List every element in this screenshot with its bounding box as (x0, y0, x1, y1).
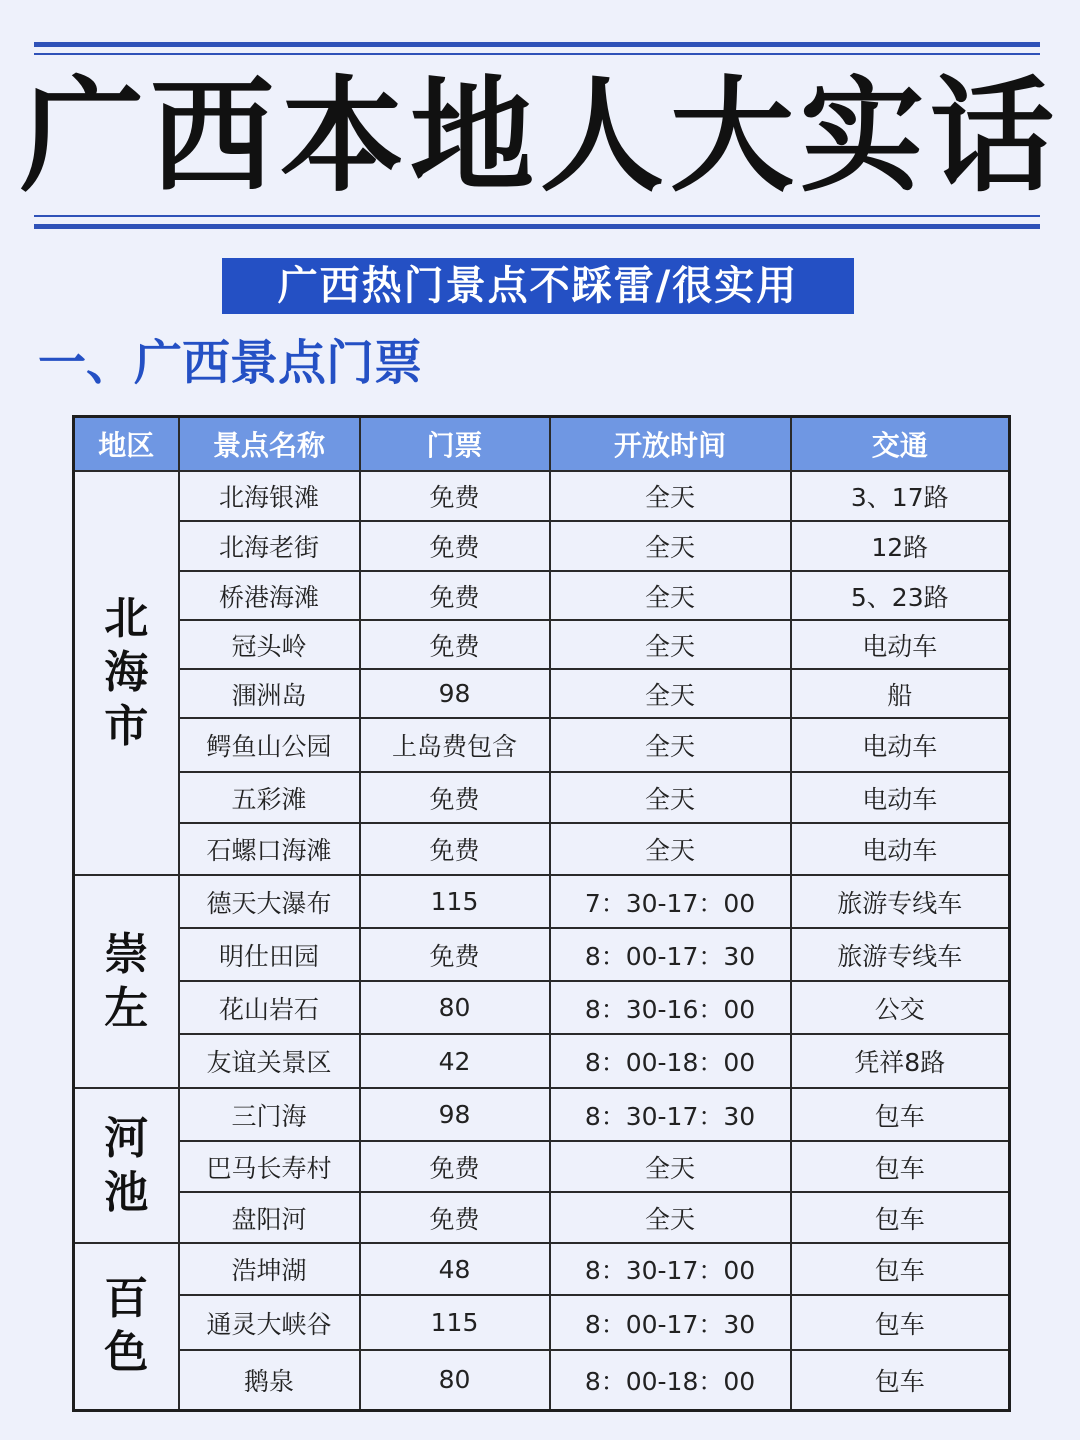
transport-cell: 包车 (791, 1295, 1010, 1350)
attraction-name-cell: 鳄鱼山公园 (179, 718, 360, 772)
attraction-name-cell: 鹅泉 (179, 1350, 360, 1410)
hours-cell: 8：30-16：00 (550, 981, 791, 1034)
attraction-name-cell: 北海老街 (179, 521, 360, 571)
table-row (74, 1141, 1010, 1192)
attraction-name-cell: 涠洲岛 (179, 669, 360, 718)
ticket-cell: 115 (360, 1295, 550, 1350)
ticket-cell: 98 (360, 1088, 550, 1141)
column-header-attraction: 景点名称 (179, 417, 360, 472)
attraction-name-cell: 北海银滩 (179, 471, 360, 521)
transport-cell: 旅游专线车 (791, 928, 1010, 981)
hours-cell: 全天 (550, 620, 791, 669)
attraction-name-cell: 通灵大峡谷 (179, 1295, 360, 1350)
hours-cell: 8：00-17：30 (550, 1295, 791, 1350)
ticket-cell: 115 (360, 875, 550, 928)
attraction-name-cell: 冠头岭 (179, 620, 360, 669)
region-cell (74, 875, 179, 1088)
table-row (74, 1350, 1010, 1410)
column-header-hours: 开放时间 (550, 417, 791, 472)
attraction-name-cell: 桥港海滩 (179, 571, 360, 620)
subtitle-banner: 广西热门景点不踩雷/很实用 (222, 258, 854, 314)
attractions-table (72, 415, 1011, 1412)
ticket-cell: 80 (360, 1350, 550, 1410)
middle-rule-thick (34, 224, 1040, 229)
ticket-cell: 98 (360, 669, 550, 718)
transport-cell: 船 (791, 669, 1010, 718)
region-label: 百 色 (104, 1273, 149, 1379)
region-cell (74, 471, 179, 875)
ticket-cell: 免费 (360, 1141, 550, 1192)
hours-cell: 8：30-17：30 (550, 1088, 791, 1141)
table-row (74, 875, 1010, 928)
transport-cell: 电动车 (791, 718, 1010, 772)
table-row (74, 1243, 1010, 1295)
table-row (74, 571, 1010, 620)
transport-cell: 包车 (791, 1350, 1010, 1410)
ticket-cell: 免费 (360, 928, 550, 981)
region-label: 崇 左 (104, 928, 149, 1034)
hours-cell: 全天 (550, 772, 791, 823)
hours-cell: 全天 (550, 571, 791, 620)
transport-cell: 公交 (791, 981, 1010, 1034)
attraction-name-cell: 德天大瀑布 (179, 875, 360, 928)
column-header-transport: 交通 (791, 417, 1010, 472)
table-row (74, 981, 1010, 1034)
transport-cell: 电动车 (791, 823, 1010, 875)
ticket-cell: 免费 (360, 772, 550, 823)
table-row (74, 471, 1010, 521)
column-header-ticket: 门票 (360, 417, 550, 472)
hours-cell: 全天 (550, 823, 791, 875)
table-header-row (74, 417, 1010, 472)
table-row (74, 521, 1010, 571)
ticket-cell: 上岛费包含 (360, 718, 550, 772)
table-row (74, 772, 1010, 823)
transport-cell: 5、23路 (791, 571, 1010, 620)
column-header-region: 地区 (74, 417, 179, 472)
table-row (74, 718, 1010, 772)
transport-cell: 凭祥8路 (791, 1034, 1010, 1088)
middle-rule-thin (34, 215, 1040, 217)
region-label: 北 海 市 (104, 593, 149, 752)
transport-cell: 12路 (791, 521, 1010, 571)
attraction-name-cell: 明仕田园 (179, 928, 360, 981)
transport-cell: 电动车 (791, 620, 1010, 669)
table-row (74, 620, 1010, 669)
region-label: 河 池 (104, 1112, 149, 1218)
attraction-name-cell: 五彩滩 (179, 772, 360, 823)
attraction-name-cell: 盘阳河 (179, 1192, 360, 1243)
hours-cell: 全天 (550, 718, 791, 772)
attraction-name-cell: 花山岩石 (179, 981, 360, 1034)
attraction-name-cell: 巴马长寿村 (179, 1141, 360, 1192)
region-cell (74, 1243, 179, 1410)
transport-cell: 电动车 (791, 772, 1010, 823)
transport-cell: 旅游专线车 (791, 875, 1010, 928)
hours-cell: 8：00-18：00 (550, 1350, 791, 1410)
table-row (74, 1034, 1010, 1088)
table-row (74, 823, 1010, 875)
hours-cell: 全天 (550, 1141, 791, 1192)
section-heading: 一、广西景点门票 (38, 335, 423, 391)
ticket-cell: 42 (360, 1034, 550, 1088)
attraction-name-cell: 三门海 (179, 1088, 360, 1141)
ticket-cell: 80 (360, 981, 550, 1034)
transport-cell: 3、17路 (791, 471, 1010, 521)
top-rule-thick (34, 42, 1040, 47)
transport-cell: 包车 (791, 1141, 1010, 1192)
table-row (74, 669, 1010, 718)
hours-cell: 全天 (550, 521, 791, 571)
hours-cell: 8：00-18：00 (550, 1034, 791, 1088)
hours-cell: 7：30-17：00 (550, 875, 791, 928)
hours-cell: 8：00-17：30 (550, 928, 791, 981)
table-row (74, 1192, 1010, 1243)
ticket-cell: 免费 (360, 471, 550, 521)
hours-cell: 全天 (550, 1192, 791, 1243)
attraction-name-cell: 浩坤湖 (179, 1243, 360, 1295)
hours-cell: 全天 (550, 669, 791, 718)
transport-cell: 包车 (791, 1088, 1010, 1141)
table-row (74, 928, 1010, 981)
page-title: 广西本地人大实话 (19, 65, 1060, 209)
ticket-cell: 免费 (360, 620, 550, 669)
hours-cell: 8：30-17：00 (550, 1243, 791, 1295)
ticket-cell: 免费 (360, 571, 550, 620)
region-cell (74, 1088, 179, 1243)
ticket-cell: 48 (360, 1243, 550, 1295)
transport-cell: 包车 (791, 1243, 1010, 1295)
attraction-name-cell: 石螺口海滩 (179, 823, 360, 875)
hours-cell: 全天 (550, 471, 791, 521)
table-row (74, 1088, 1010, 1141)
transport-cell: 包车 (791, 1192, 1010, 1243)
table-body (74, 471, 1010, 1410)
ticket-cell: 免费 (360, 823, 550, 875)
ticket-cell: 免费 (360, 1192, 550, 1243)
top-rule-thin (34, 53, 1040, 55)
attraction-name-cell: 友谊关景区 (179, 1034, 360, 1088)
table-row (74, 1295, 1010, 1350)
ticket-cell: 免费 (360, 521, 550, 571)
